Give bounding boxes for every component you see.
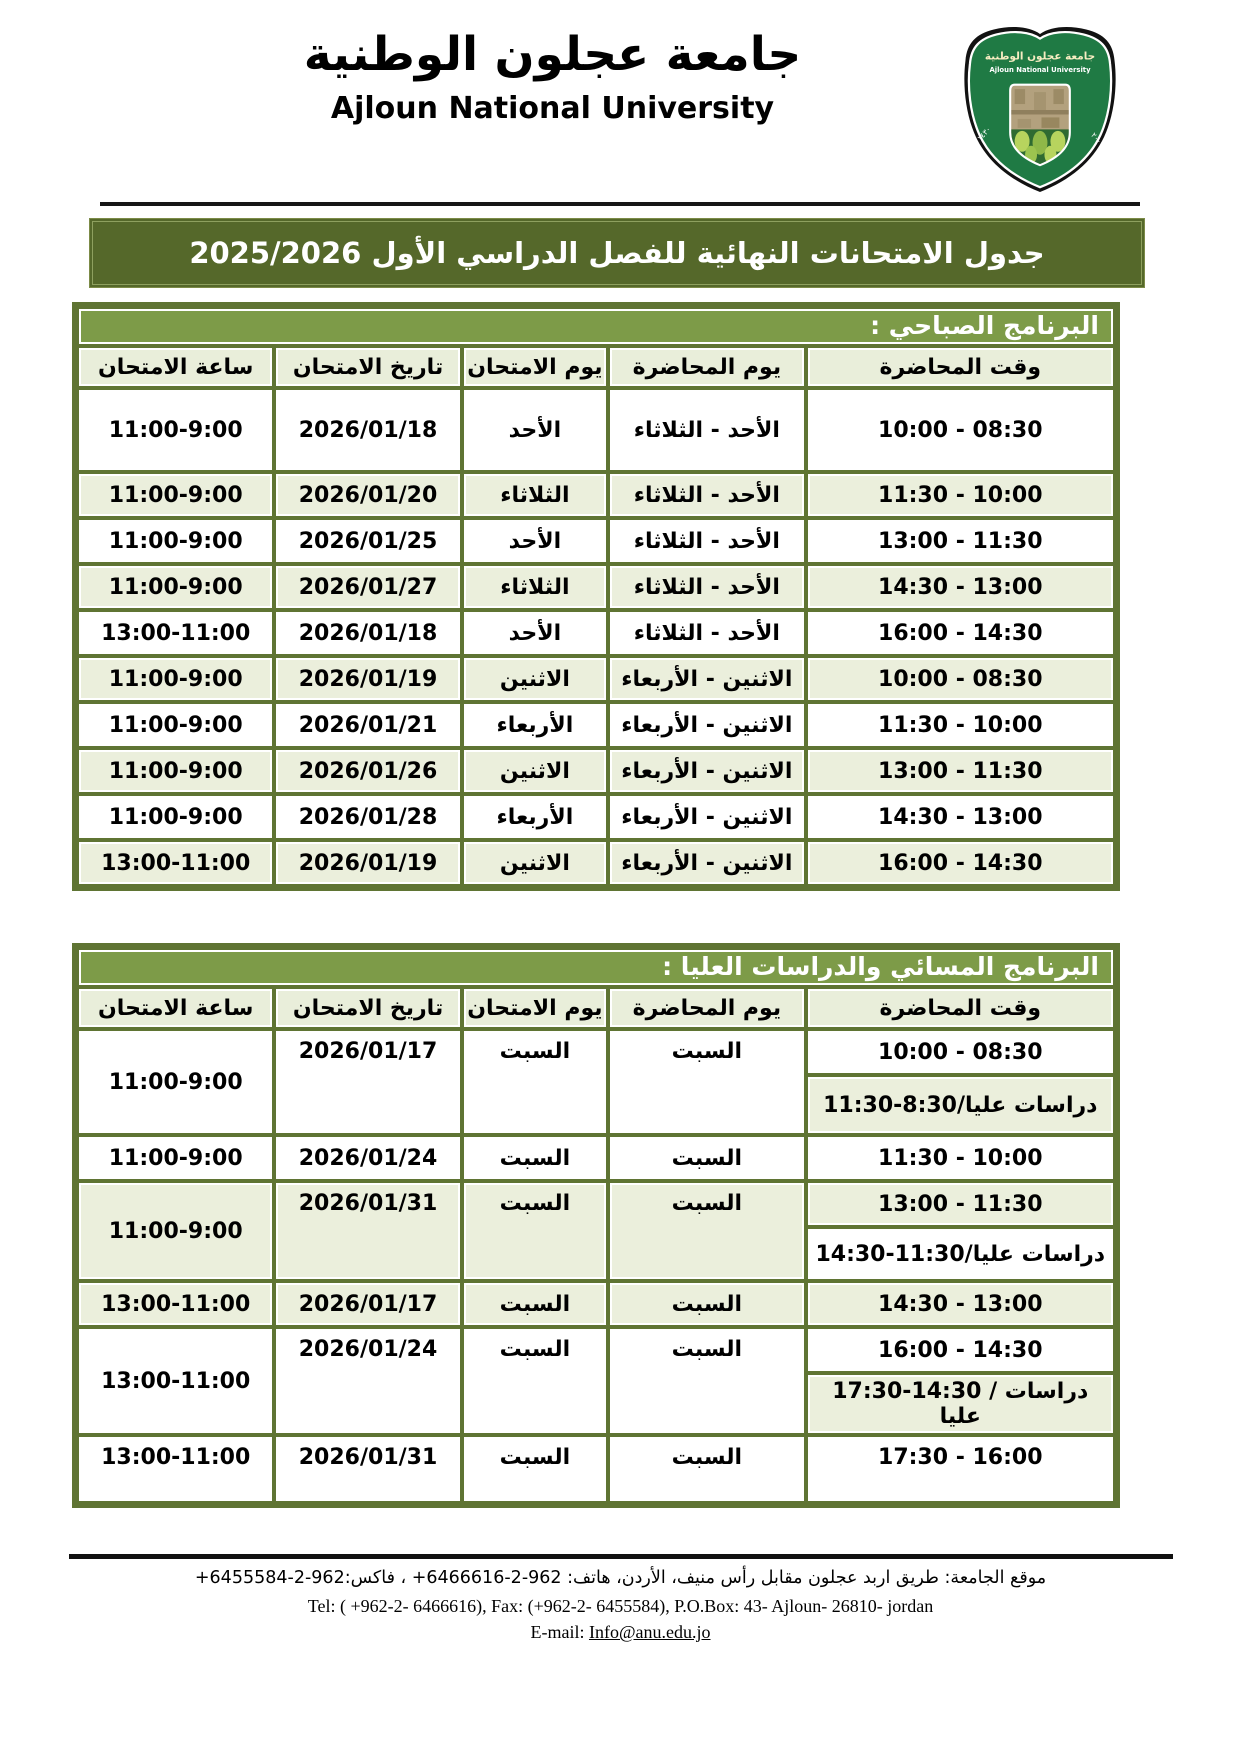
schedule-cell: 11:00-9:00 — [79, 390, 272, 470]
footer-divider — [69, 1554, 1173, 1559]
schedule-cell: الثلاثاء — [464, 474, 607, 516]
schedule-cell: الأحد — [464, 612, 607, 654]
schedule-cell: 14:30 - 13:00 — [808, 566, 1113, 608]
schedule-cell: السبت — [610, 1283, 803, 1325]
schedule-cell: 13:00-11:00 — [79, 1329, 272, 1433]
schedule-table — [72, 943, 1120, 1508]
schedule-cell: 17:30 - 16:00 — [808, 1437, 1113, 1501]
schedule-cell: 10:00 - 08:30 — [808, 390, 1113, 470]
logo-year-left: ١٤٣٠ — [975, 124, 993, 143]
university-title-english: Ajloun National University — [330, 90, 775, 126]
university-logo — [958, 24, 1122, 196]
morning-program-table-container — [72, 302, 1120, 891]
schedule-cell: 11:30-8:30/دراسات عليا — [808, 1077, 1113, 1133]
column-header: يوم المحاضرة — [610, 348, 803, 386]
schedule-cell: 13:00 - 11:30 — [808, 1183, 1113, 1225]
schedule-cell: الاثنين — [464, 658, 607, 700]
university-title-arabic: جامعة عجلون الوطنية — [303, 27, 802, 82]
schedule-cell: 11:00-9:00 — [79, 750, 272, 792]
schedule-cell: الاثنين — [464, 750, 607, 792]
schedule-cell: 11:00-9:00 — [79, 1183, 272, 1279]
schedule-cell: الاثنين — [464, 842, 607, 884]
schedule-cell: السبت — [464, 1283, 607, 1325]
schedule-cell: السبت — [610, 1437, 803, 1501]
schedule-cell: السبت — [464, 1437, 607, 1501]
schedule-cell: 2026/01/25 — [276, 520, 459, 562]
evening-program-table-container — [72, 943, 1120, 1508]
logo-name-arabic: جامعة عجلون الوطنية — [984, 50, 1096, 63]
schedule-cell: 11:00-9:00 — [79, 520, 272, 562]
schedule-cell: 2026/01/31 — [276, 1437, 459, 1501]
schedule-cell: الاثنين - الأربعاء — [610, 842, 803, 884]
schedule-cell: الأربعاء — [464, 704, 607, 746]
schedule-cell: الاثنين - الأربعاء — [610, 658, 803, 700]
schedule-cell: 2026/01/19 — [276, 842, 459, 884]
schedule-cell: 14:30-11:30/دراسات عليا — [808, 1229, 1113, 1279]
logo-year-right: ٢٠٠٩ — [1089, 130, 1107, 149]
schedule-cell: الثلاثاء — [464, 566, 607, 608]
schedule-cell: السبت — [464, 1137, 607, 1179]
schedule-cell: الاثنين - الأربعاء — [610, 796, 803, 838]
schedule-cell: الاثنين - الأربعاء — [610, 704, 803, 746]
schedule-cell: 2026/01/24 — [276, 1329, 459, 1433]
section-title: البرنامج الصباحي : — [79, 309, 1113, 344]
schedule-cell: الأحد - الثلاثاء — [610, 612, 803, 654]
schedule-cell: 2026/01/31 — [276, 1183, 459, 1279]
column-header: ساعة الامتحان — [79, 989, 272, 1027]
page-footer — [0, 1567, 1241, 1644]
schedule-cell: 16:00 - 14:30 — [808, 612, 1113, 654]
page-header — [0, 0, 1241, 202]
schedule-table — [72, 302, 1120, 891]
schedule-cell: السبت — [610, 1031, 803, 1133]
schedule-cell: الأحد - الثلاثاء — [610, 474, 803, 516]
schedule-cell: 2026/01/17 — [276, 1031, 459, 1133]
schedule-cell: السبت — [464, 1183, 607, 1279]
schedule-cell: 10:00 - 08:30 — [808, 1031, 1113, 1073]
schedule-cell: 11:00-9:00 — [79, 796, 272, 838]
schedule-cell: 2026/01/18 — [276, 612, 459, 654]
schedule-cell: السبت — [610, 1183, 803, 1279]
schedule-cell: 13:00-11:00 — [79, 842, 272, 884]
column-header: ساعة الامتحان — [79, 348, 272, 386]
schedule-cell: 17:30-14:30 / دراسات عليا — [808, 1375, 1113, 1433]
schedule-cell: السبت — [610, 1137, 803, 1179]
schedule-cell: الاثنين - الأربعاء — [610, 750, 803, 792]
schedule-cell: 11:30 - 10:00 — [808, 474, 1113, 516]
schedule-cell: 10:00 - 08:30 — [808, 658, 1113, 700]
schedule-cell: 2026/01/18 — [276, 390, 459, 470]
column-header: وقت المحاضرة — [808, 348, 1113, 386]
logo-name-english: Ajloun National University — [989, 65, 1091, 74]
schedule-cell: 11:00-9:00 — [79, 474, 272, 516]
schedule-cell: 11:30 - 10:00 — [808, 704, 1113, 746]
schedule-cell: 13:00-11:00 — [79, 1283, 272, 1325]
schedule-cell: 2026/01/27 — [276, 566, 459, 608]
schedule-cell: 13:00-11:00 — [79, 612, 272, 654]
schedule-cell: 13:00 - 11:30 — [808, 520, 1113, 562]
university-titles — [0, 20, 1105, 126]
schedule-cell: 2026/01/21 — [276, 704, 459, 746]
email-label: E-mail: — [530, 1621, 589, 1642]
header-divider — [100, 202, 1140, 206]
schedule-cell: السبت — [464, 1031, 607, 1133]
schedule-cell: 11:00-9:00 — [79, 658, 272, 700]
footer-contact-english: Tel: ( +962-2- 6466616), Fax: (+962-2- 6455584), P.O.Box: 43- Ajloun- 26810- jordan — [307, 1595, 934, 1616]
schedule-cell: الأحد - الثلاثاء — [610, 520, 803, 562]
schedule-cell: 11:00-9:00 — [79, 704, 272, 746]
email-link[interactable]: Info@anu.edu.jo — [588, 1621, 711, 1642]
schedule-cell: السبت — [464, 1329, 607, 1433]
schedule-cell: الأحد - الثلاثاء — [610, 390, 803, 470]
schedule-cell: السبت — [610, 1329, 803, 1433]
schedule-cell: 2026/01/20 — [276, 474, 459, 516]
schedule-cell: الأحد — [464, 520, 607, 562]
schedule-cell: 14:30 - 13:00 — [808, 796, 1113, 838]
section-title: البرنامج المسائي والدراسات العليا : — [79, 950, 1113, 985]
schedule-cell: 16:00 - 14:30 — [808, 842, 1113, 884]
column-header: تاريخ الامتحان — [276, 348, 459, 386]
schedule-cell: 2026/01/17 — [276, 1283, 459, 1325]
footer-address-arabic: موقع الجامعة: طريق اربد عجلون مقابل رأس منيف، الأردن، هاتف: 962-2-6466616+ ، فاكس:962-2-6455584+ — [194, 1568, 1047, 1588]
column-header: يوم الامتحان — [464, 989, 607, 1027]
schedule-cell: 11:00-9:00 — [79, 1031, 272, 1133]
column-header: يوم المحاضرة — [610, 989, 803, 1027]
footer-email-line — [0, 1620, 1241, 1644]
schedule-cell: 2026/01/26 — [276, 750, 459, 792]
column-header: يوم الامتحان — [464, 348, 607, 386]
schedule-cell: 2026/01/24 — [276, 1137, 459, 1179]
schedule-cell: الأربعاء — [464, 796, 607, 838]
schedule-cell: 16:00 - 14:30 — [808, 1329, 1113, 1371]
schedule-cell: 11:00-9:00 — [79, 1137, 272, 1179]
schedule-cell: 13:00 - 11:30 — [808, 750, 1113, 792]
schedule-cell: 11:30 - 10:00 — [808, 1137, 1113, 1179]
column-header: تاريخ الامتحان — [276, 989, 459, 1027]
column-header: وقت المحاضرة — [808, 989, 1113, 1027]
schedule-cell: 14:30 - 13:00 — [808, 1283, 1113, 1325]
schedule-cell: 2026/01/19 — [276, 658, 459, 700]
schedule-cell: الأحد — [464, 390, 607, 470]
schedule-cell: 11:00-9:00 — [79, 566, 272, 608]
schedule-cell: 13:00-11:00 — [79, 1437, 272, 1501]
schedule-cell: الأحد - الثلاثاء — [610, 566, 803, 608]
exam-schedule-banner: جدول الامتحانات النهائية للفصل الدراسي الأول 2025/2026 — [89, 218, 1145, 288]
schedule-cell: 2026/01/28 — [276, 796, 459, 838]
